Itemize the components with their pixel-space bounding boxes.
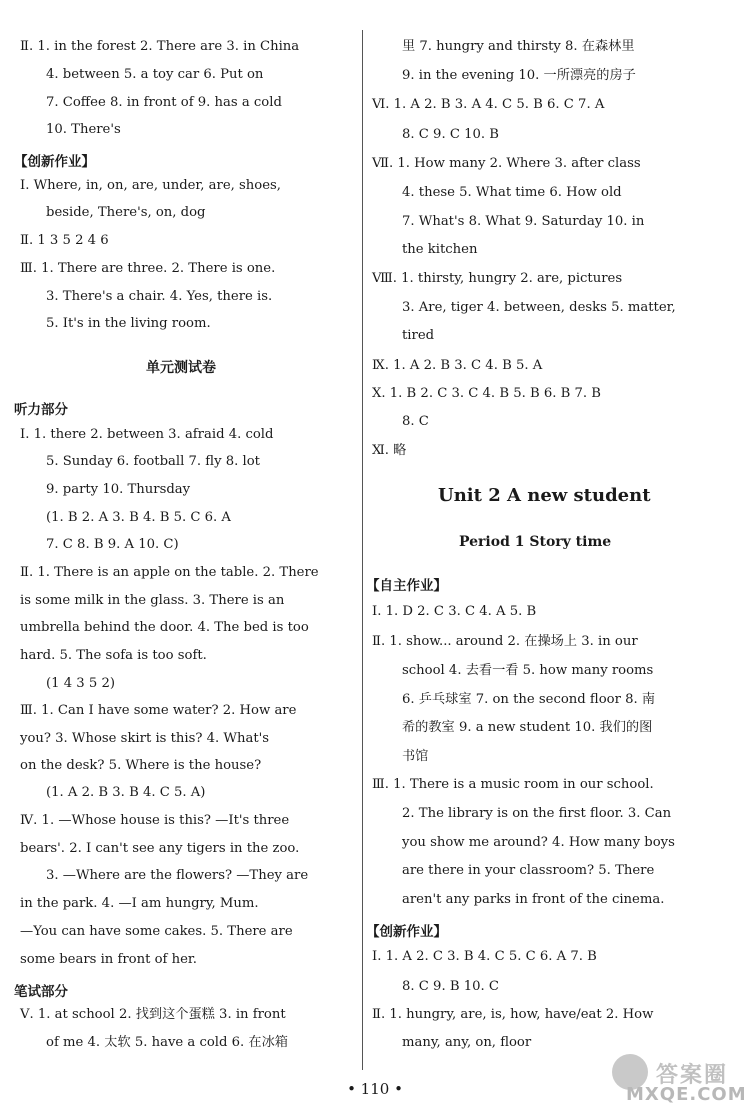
test-title: 单元测试卷 (146, 360, 216, 376)
answer-line: Ⅳ. 1. —Whose house is this? —It's three (20, 813, 290, 828)
answer-line: 9. party 10. Thursday (46, 482, 191, 497)
answer-line: you show me around? 4. How many boys (402, 835, 675, 850)
answer-line: bears'. 2. I can't see any tigers in the zoo. (20, 841, 300, 856)
period-title: Period 1 Story time (459, 534, 612, 550)
answer-line: (1. A 2. B 3. B 4. C 5. A) (46, 785, 206, 800)
answer-line: 7. Coffee 8. in front of 9. has a cold (46, 95, 282, 110)
watermark-url: MXQE.COM (626, 1084, 747, 1105)
answer-line: 8. C 9. B 10. C (402, 979, 499, 994)
answer-line: (1 4 3 5 2) (46, 676, 116, 691)
answer-line: on the desk? 5. Where is the house? (20, 758, 262, 773)
answer-line: 里 7. hungry and thirsty 8. 在森林里 (402, 39, 635, 54)
answer-line: 3. —Where are the flowers? —They are (46, 868, 309, 883)
watermark-text: 答案圈 (656, 1063, 729, 1088)
answer-line: Ⅺ. 略 (372, 443, 407, 458)
answer-line: hard. 5. The sofa is too soft. (20, 648, 207, 663)
answer-line: Ⅱ. 1. in the forest 2. There are 3. in China (20, 39, 300, 54)
answer-line: Ⅹ. 1. B 2. C 3. C 4. B 5. B 6. B 7. B (372, 386, 601, 401)
answer-line: 5. It's in the living room. (46, 316, 211, 331)
answer-line: —You can have some cakes. 5. There are (20, 924, 293, 939)
section-heading: 【创新作业】 (366, 924, 447, 940)
answer-line: Ⅶ. 1. How many 2. Where 3. after class (372, 156, 641, 171)
answer-line: some bears in front of her. (20, 952, 197, 967)
answer-line: Ⅱ. 1. show... around 2. 在操场上 3. in our (372, 634, 638, 649)
answer-line: Ⅰ. 1. there 2. between 3. afraid 4. cold (20, 427, 274, 442)
answer-line: many, any, on, floor (402, 1035, 532, 1050)
answer-line: 8. C (402, 414, 429, 429)
answer-line: 7. What's 8. What 9. Saturday 10. in (402, 214, 645, 229)
answer-line: are there in your classroom? 5. There (402, 863, 655, 878)
answer-line: Ⅲ. 1. There is a music room in our school. (372, 777, 654, 792)
answer-line: 8. C 9. C 10. B (402, 127, 499, 142)
page-number: • 110 • (347, 1080, 403, 1098)
answer-line: aren't any parks in front of the cinema. (402, 892, 665, 907)
answer-line: 希的教室 9. a new student 10. 我们的图 (402, 720, 653, 735)
unit-title: Unit 2 A new student (438, 485, 651, 506)
answer-line: Ⅴ. 1. at school 2. 找到这个蛋糕 3. in front (20, 1007, 286, 1022)
column-divider (362, 30, 363, 1070)
answer-line: Ⅱ. 1 3 5 2 4 6 (20, 233, 109, 248)
answer-line: Ⅰ. Where, in, on, are, under, are, shoes, (20, 178, 281, 193)
section-heading: 【自主作业】 (366, 578, 447, 594)
answer-line: 书馆 (402, 749, 429, 764)
answer-line: tired (402, 328, 435, 343)
answer-line: Ⅷ. 1. thirsty, hungry 2. are, pictures (372, 271, 623, 286)
answer-line: 6. 乒乓球室 7. on the second floor 8. 南 (402, 692, 656, 707)
answer-line: 3. Are, tiger 4. between, desks 5. matter, (402, 300, 676, 315)
answer-line: 2. The library is on the first floor. 3. Can (402, 806, 672, 821)
answer-line: beside, There's, on, dog (46, 205, 206, 220)
answer-line: of me 4. 太软 5. have a cold 6. 在冰箱 (46, 1035, 288, 1050)
answer-line: 4. between 5. a toy car 6. Put on (46, 67, 264, 82)
answer-line: 5. Sunday 6. football 7. fly 8. lot (46, 454, 260, 469)
section-heading: 笔试部分 (14, 984, 68, 1000)
answer-line: the kitchen (402, 242, 478, 257)
answer-line: you? 3. Whose skirt is this? 4. What's (20, 731, 270, 746)
answer-line: Ⅲ. 1. Can I have some water? 2. How are (20, 703, 297, 718)
answer-line: 3. There's a chair. 4. Yes, there is. (46, 289, 273, 304)
answer-line: Ⅰ. 1. D 2. C 3. C 4. A 5. B (372, 604, 537, 619)
answer-line: Ⅱ. 1. hungry, are, is, how, have/eat 2. How (372, 1007, 654, 1022)
answer-line: 4. these 5. What time 6. How old (402, 185, 622, 200)
watermark-logo (612, 1054, 750, 1106)
answer-line: (1. B 2. A 3. B 4. B 5. C 6. A (46, 510, 231, 525)
section-heading: 听力部分 (14, 402, 68, 418)
answer-line: Ⅲ. 1. There are three. 2. There is one. (20, 261, 276, 276)
section-heading: 【创新作业】 (14, 154, 95, 170)
answer-line: Ⅵ. 1. A 2. B 3. A 4. C 5. B 6. C 7. A (372, 97, 605, 112)
answer-line: is some milk in the glass. 3. There is an (20, 593, 285, 608)
answer-line: 10. There's (46, 122, 121, 137)
answer-line: 9. in the evening 10. 一所漂亮的房子 (402, 68, 636, 83)
answer-line: in the park. 4. —I am hungry, Mum. (20, 896, 259, 911)
answer-line: Ⅸ. 1. A 2. B 3. C 4. B 5. A (372, 358, 543, 373)
answer-line: school 4. 去看一看 5. how many rooms (402, 663, 654, 678)
answer-line: Ⅰ. 1. A 2. C 3. B 4. C 5. C 6. A 7. B (372, 949, 597, 964)
answer-line: Ⅱ. 1. There is an apple on the table. 2. There (20, 565, 319, 580)
answer-line: umbrella behind the door. 4. The bed is too (20, 620, 309, 635)
answer-line: 7. C 8. B 9. A 10. C) (46, 537, 179, 552)
